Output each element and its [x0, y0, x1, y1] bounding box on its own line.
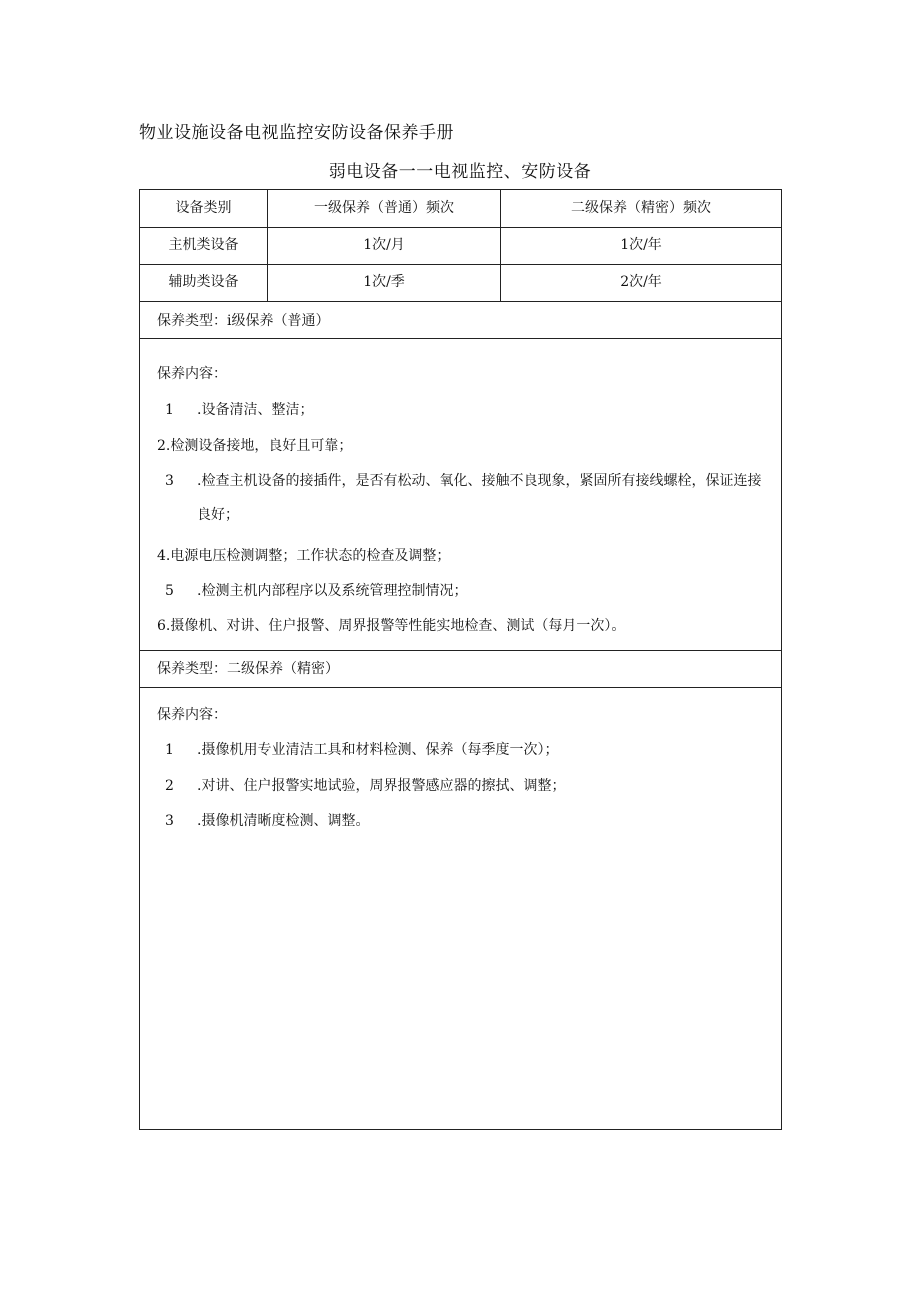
section2-content-label: 保养内容： — [157, 707, 227, 723]
list-item-number: 6 — [157, 618, 166, 634]
list-item — [157, 541, 769, 571]
list-item-text: .检测设备接地，良好且可靠； — [165, 438, 353, 454]
list-item — [157, 464, 769, 532]
list-item-text: .对讲、住户报警实地试验，周界报警感应器的擦拭、调整； — [197, 778, 566, 794]
section1-type-label: 保养类型：i级保养（普通） — [157, 313, 330, 329]
list-item-number: 1 — [165, 742, 174, 758]
list-item — [157, 806, 769, 836]
list-item-number: 5 — [165, 583, 174, 599]
row-cell-category: 辅助类设备 — [168, 274, 239, 290]
list-item-number: 1 — [165, 402, 174, 418]
section2-type-label: 保养类型：二级保养（精密） — [157, 661, 339, 677]
list-item-number: 3 — [165, 473, 174, 489]
section1-content-label: 保养内容： — [157, 366, 227, 382]
list-item — [157, 611, 769, 641]
list-item-text: .电源电压检测调整；工作状态的检查及调整； — [165, 548, 451, 564]
row-cell-level2: 1次/年 — [620, 237, 662, 253]
list-item — [157, 431, 769, 461]
list-item-number: 2 — [157, 438, 166, 454]
table-divider — [140, 301, 781, 302]
list-item-text: .检测主机内部程序以及系统管理控制情况； — [197, 583, 468, 599]
row-cell-category: 主机类设备 — [168, 237, 239, 253]
list-item-text: .检查主机设备的接插件，是否有松动、氧化、接触不良现象，紧固所有接线螺栓，保证连接良好； — [197, 473, 762, 523]
list-item — [157, 576, 769, 606]
row-cell-level1: 1次/季 — [363, 274, 405, 290]
table-divider — [140, 687, 781, 688]
list-item-text: .摄像机用专业清洁工具和材料检测、保养（每季度一次）； — [197, 742, 559, 758]
header-cell-level1: 一级保养（普通）频次 — [314, 200, 454, 216]
list-item-text: .摄像机清晰度检测、调整。 — [197, 813, 370, 829]
list-item-text: .摄像机、对讲、住户报警、周界报警等性能实地检查、测试（每月一次）。 — [165, 618, 626, 634]
document-title: 物业设施设备电视监控安防设备保养手册 — [139, 123, 454, 143]
list-item — [157, 735, 769, 765]
list-item — [157, 395, 769, 425]
list-item-number: 2 — [165, 778, 174, 794]
list-item-number: 3 — [165, 813, 174, 829]
row-cell-level2: 2次/年 — [620, 274, 662, 290]
list-item — [157, 771, 769, 801]
list-item-number: 4 — [157, 548, 166, 564]
table-divider — [140, 650, 781, 651]
table-divider — [140, 338, 781, 339]
maintenance-table — [139, 189, 782, 1130]
table-caption: 弱电设备一一电视监控、安防设备 — [328, 162, 592, 182]
row-cell-level1: 1次/月 — [363, 237, 405, 253]
header-cell-level2: 二级保养（精密）频次 — [571, 200, 711, 216]
list-item-text: .设备清洁、整洁； — [197, 402, 314, 418]
header-cell-category: 设备类别 — [175, 200, 232, 216]
